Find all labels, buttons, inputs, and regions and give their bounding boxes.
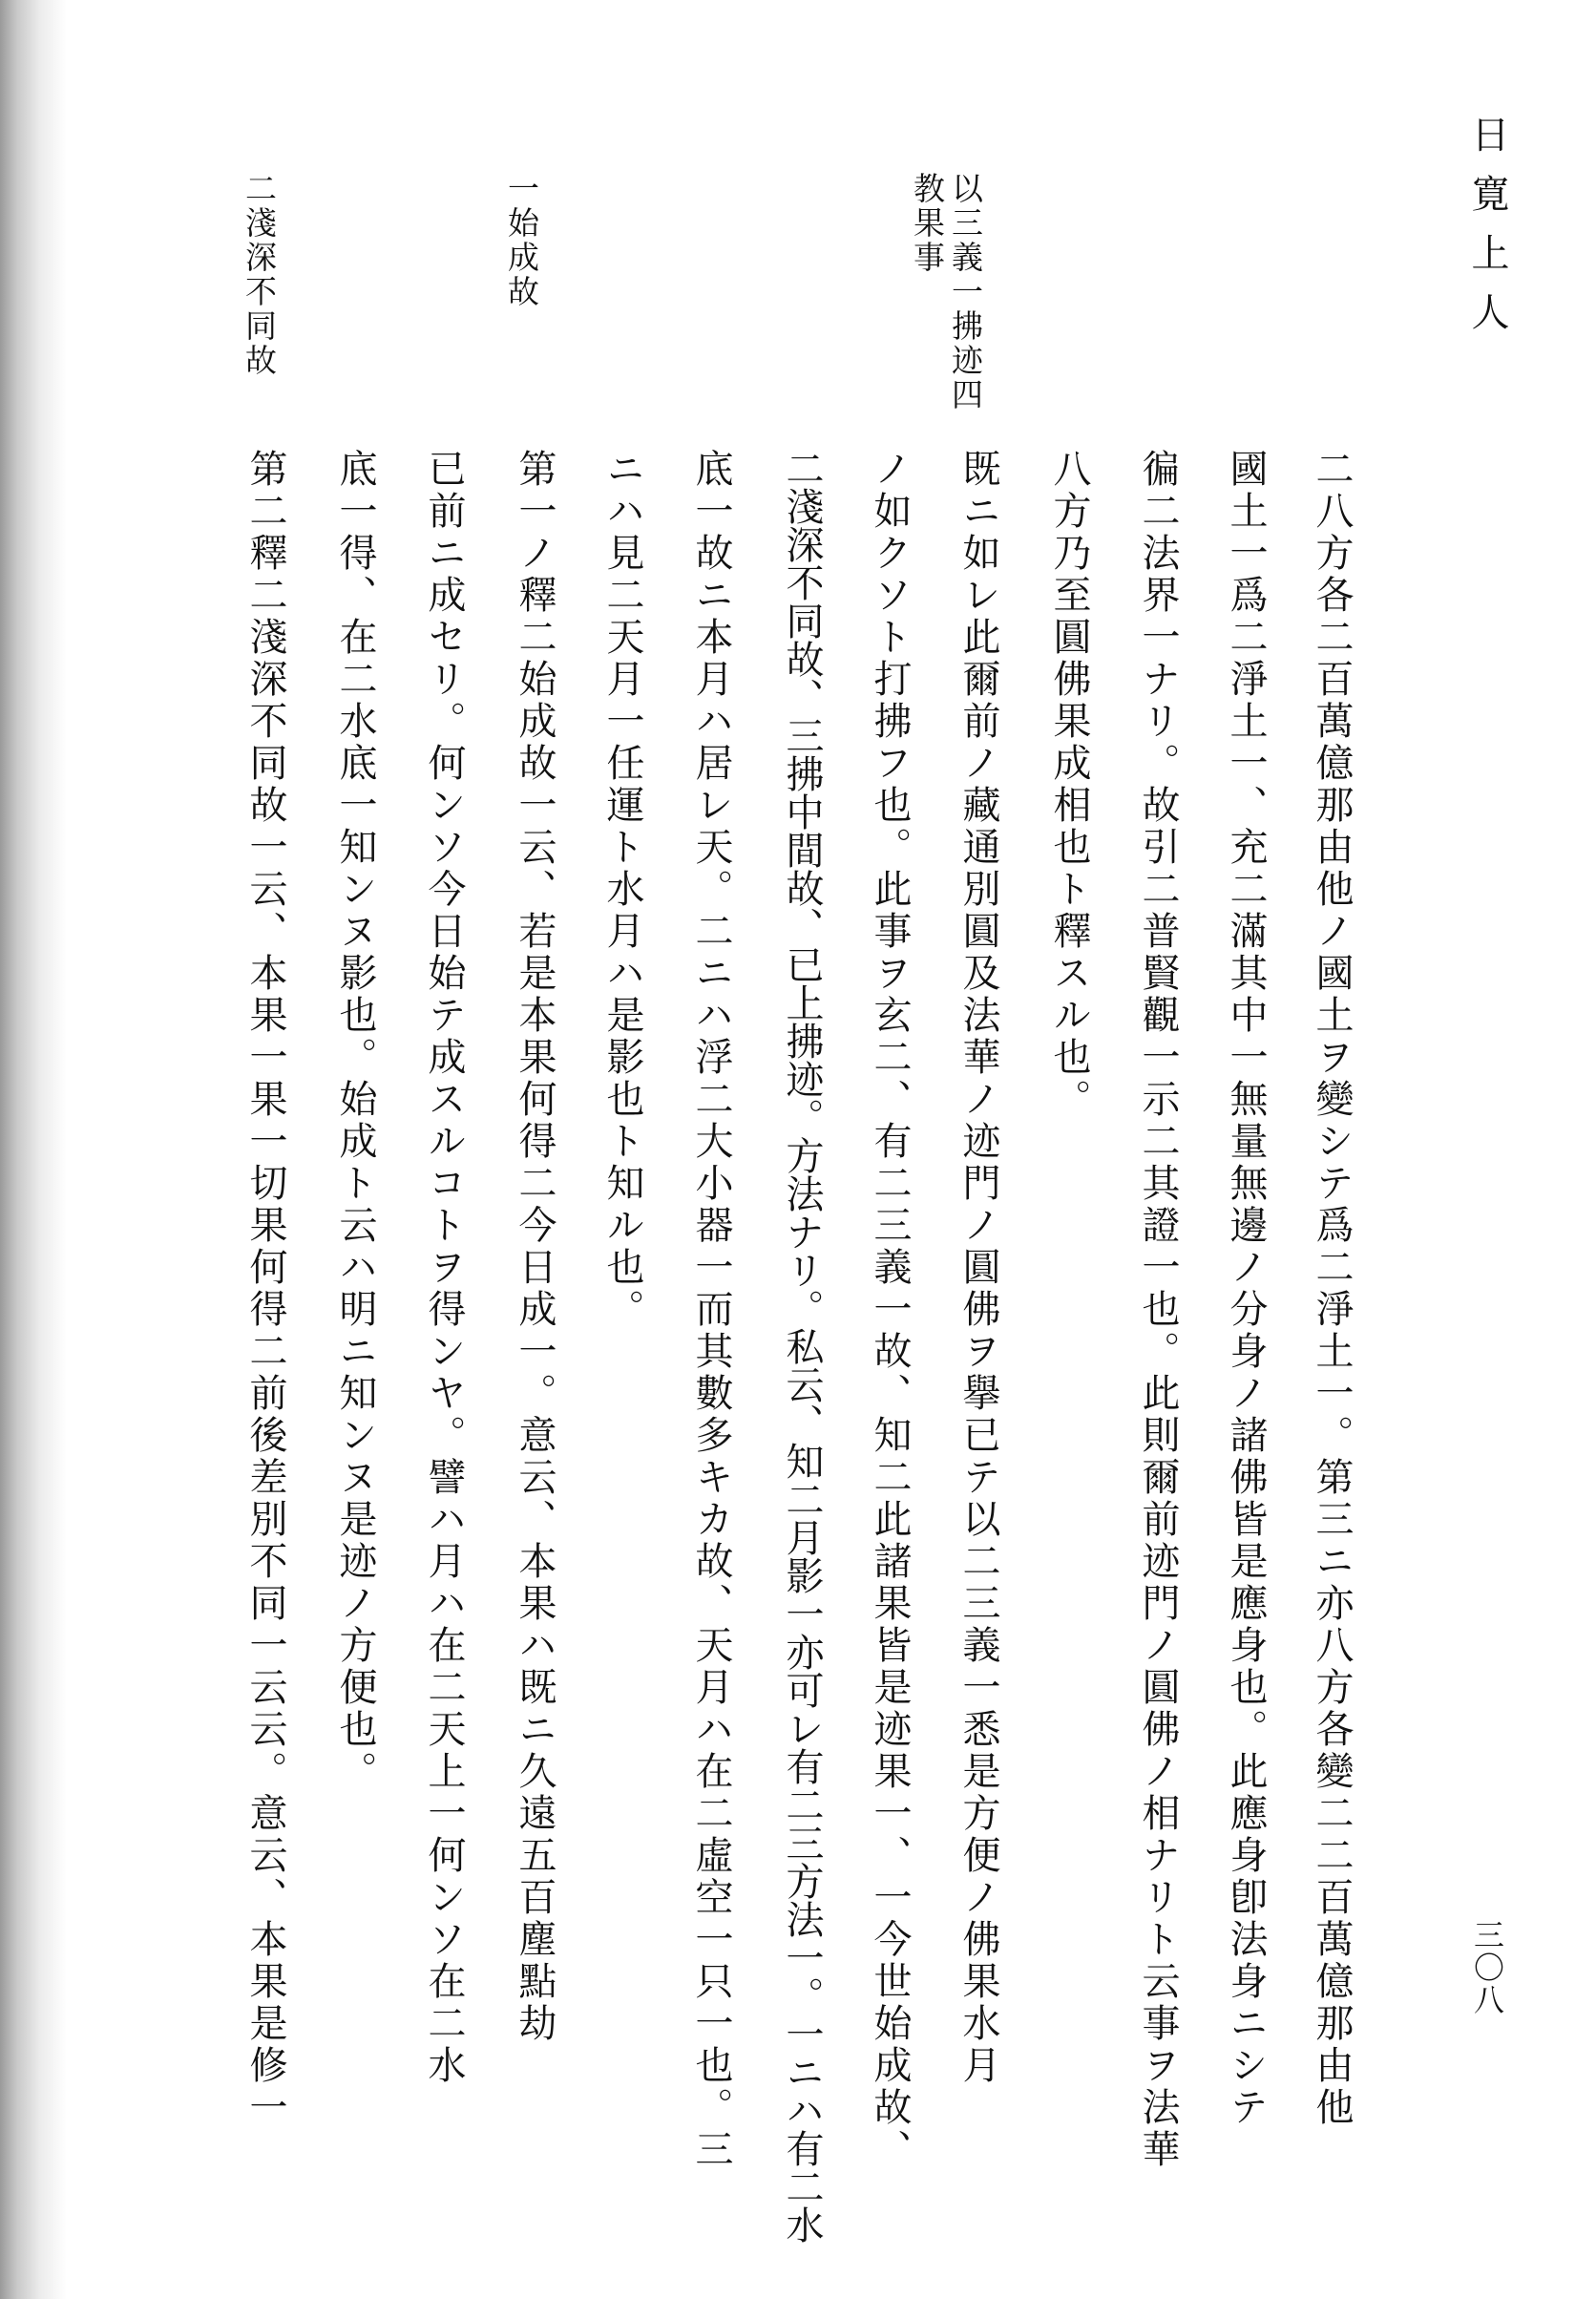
body-column-9: ニハ見二天月一任運ト水月ハ是影也ト知ル也。: [600, 449, 644, 1331]
body-column-1: 二八方各二百萬億那由他ノ國土ヲ變シテ爲二淨土一。第三ニ亦八方各變二二百萬億那由他: [1310, 449, 1354, 2129]
margin-note-4: 二淺深不同故: [241, 172, 278, 378]
margin-note-1: 以三義一拂迹四: [947, 172, 984, 412]
margin-note-3: 一始成故: [503, 172, 540, 309]
margin-note-2: 教果事: [909, 172, 946, 275]
body-column-5: 既ニ如レ此爾前ノ藏通別圓及法華ノ迹門ノ圓佛ヲ擧已テ以二三義一悉是方便ノ佛果水月: [956, 449, 1000, 2087]
body-column-7: 二淺深不同故、三拂中間故、已上拂迹。方法ナリ。私云、知二月影一亦可レ有二三方法一。一ニハ有二水: [780, 449, 824, 2244]
body-column-2: 國土一爲二淨土一、充二滿其中一無量無邊ノ分身ノ諸佛皆是應身也。此應身卽法身ニシテ: [1224, 449, 1268, 2129]
body-column-11: 已前ニ成セリ。何ンソ今日始テ成スルコトヲ得ンヤ。譬ハ月ハ在二天上一何ンソ在二水: [422, 449, 466, 2087]
body-column-12: 底一得、在二水底一知ンヌ影也。始成ト云ハ明ニ知ンヌ是迹ノ方便也。: [333, 449, 377, 1793]
body-column-10: 第一ノ釋二始成故一云、若是本果何得二今日成一。意云、本果ハ既ニ久遠五百塵點劫: [513, 449, 556, 2045]
body-column-8: 底一故ニ本月ハ居レ天。二ニハ浮二大小器一而其數多キカ故、天月ハ在二虛空一只一也。三: [689, 449, 733, 2171]
body-column-13: 第二釋二淺深不同故一云、本果一果一切果何得二前後差別不同一云云。意云、本果是修一: [243, 449, 287, 2129]
page-number: 三〇八: [1469, 1919, 1505, 2016]
body-column-3: 徧二法界一ナリ。故引二普賢觀一示二其證一也。此則爾前迹門ノ圓佛ノ相ナリト云事ヲ法華: [1136, 449, 1180, 2171]
body-column-6: ノ如クソト打拂フ也。此事ヲ玄二、有二三義一故、知二此諸果皆是迹果一、一今世始成故、: [868, 449, 912, 2171]
scan-edge-shadow: [0, 0, 67, 2299]
running-header-author: 日寛上人: [1465, 115, 1509, 351]
body-column-4: 八方乃至圓佛果成相也ト釋スル也。: [1047, 449, 1091, 1121]
